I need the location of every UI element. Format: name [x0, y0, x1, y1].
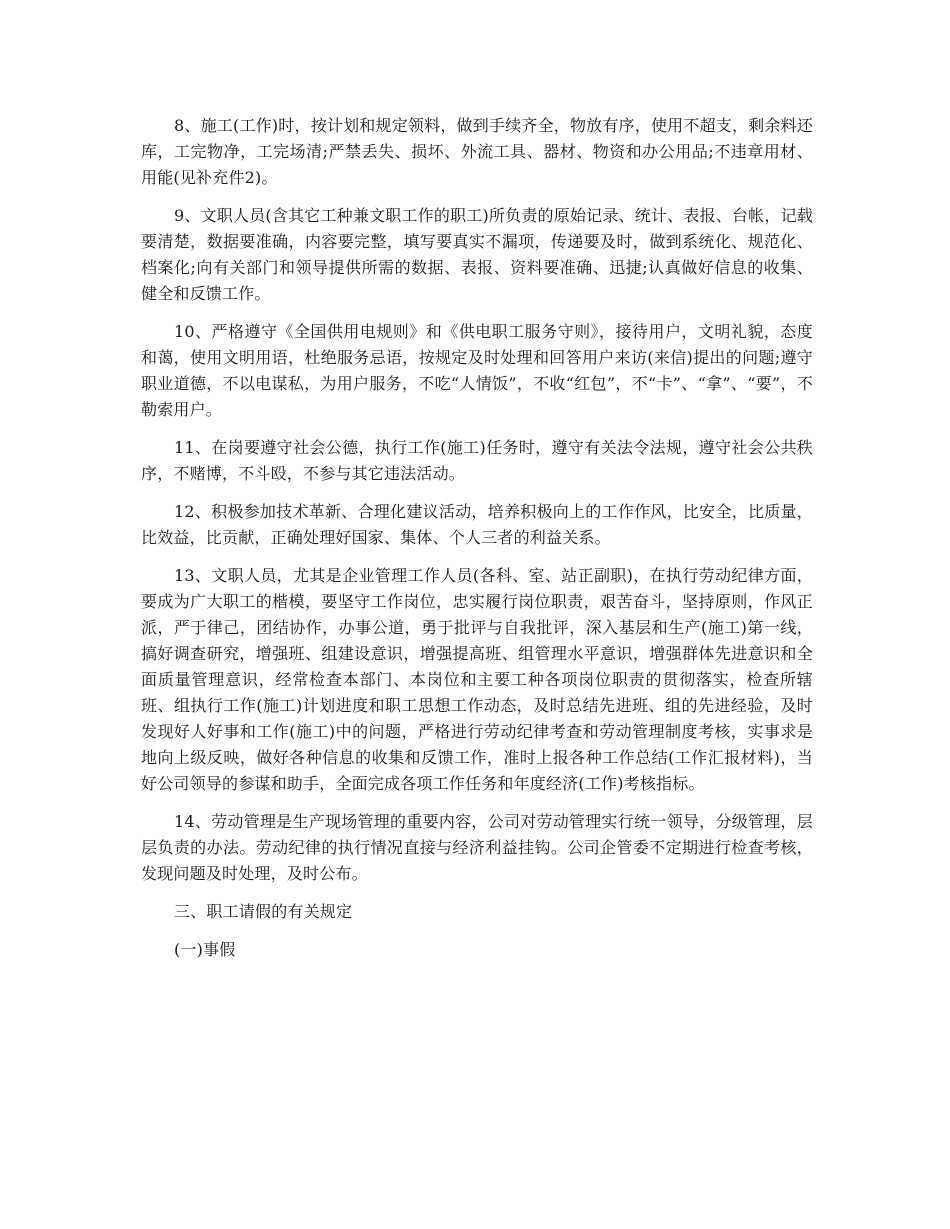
paragraph-item-11: 11、在岗要遵守社会公德，执行工作(施工)任务时，遵守有关法令法规，遵守社会公共秩序，不赌博，不斗殴，不参与其它违法活动。 — [141, 438, 813, 483]
paragraph-item-14: 14、劳动管理是生产现场管理的重要内容，公司对劳动管理实行统一领导，分级管理，层层负责的办法。劳动纪律的执行情况直接与经济利益挂钩。公司企管委不定期进行检查考核，发现问题及时处理，及时公布。 — [141, 812, 813, 883]
paragraph-item-8: 8、施工(工作)时，按计划和规定领料，做到手续齐全，物放有序，使用不超支，剩余料还库，工完物净，工完场清;严禁丢失、损坏、外流工具、器材、物资和办公用品;不违章用材、用能(见补充件2)。 — [141, 116, 813, 187]
paragraph-item-9: 9、文职人员(含其它工种兼文职工作的职工)所负责的原始记录、统计、表报、台帐，记载要清楚，数据要准确，内容要完整，填写要真实不漏项，传递要及时，做到系统化、规范化、档案化;向有关部门和领导提供所需的数据、表报、资料要准确、迅捷;认真做好信息的收集、健全和反馈工作。 — [141, 206, 813, 303]
subsection-heading: (一)事假 — [174, 940, 236, 959]
document-page — [141, 113, 813, 975]
paragraph-item-10: 10、严格遵守《全国供用电规则》和《供电职工服务守则》，接待用户，文明礼貌，态度和蔼，使用文明用语，杜绝服务忌语，按规定及时处理和回答用户来访(来信)提出的问题;遵守职业道德，不以电谋私，为用户服务，不吃“人情饭”，不收“红包”，不“卡”、“拿”、“要”，不勒索用户。 — [141, 322, 813, 419]
paragraph-item-13: 13、文职人员，尤其是企业管理工作人员(各科、室、站正副职)，在执行劳动纪律方面，要成为广大职工的楷模，要坚守工作岗位，忠实履行岗位职责，艰苦奋斗，坚持原则，作风正派，严于律己，团结协作，办事公道，勇于批评与自我批评，深入基层和生产(施工)第一线，搞好调查研究，增强班、组建设意识，增强提高班、组管理水平意识，增强群体先进意识和全面质量管理意识，经常检查本部门、本岗位和主要工种各项岗位职责的贯彻落实，检查所辖班、组执行工作(施工)计划进度和职工思想工作动态，及时总结先进班、组的先进经验，及时发现好人好事和工作(施工)中的问题，严格进行劳动纪律考查和劳动管理制度考核，实事求是地向上级反映，做好各种信息的收集和反馈工作，准时上报各种工作总结(工作汇报材料)，当好公司领导的参谋和助手，全面完成各项工作任务和年度经济(工作)考核指标。 — [141, 566, 813, 793]
paragraph-item-12: 12、积极参加技术革新、合理化建议活动，培养积极向上的工作作风，比安全，比质量，比效益，比贡献，正确处理好国家、集体、个人三者的利益关系。 — [141, 502, 813, 547]
section-heading: 三、职工请假的有关规定 — [174, 902, 353, 921]
